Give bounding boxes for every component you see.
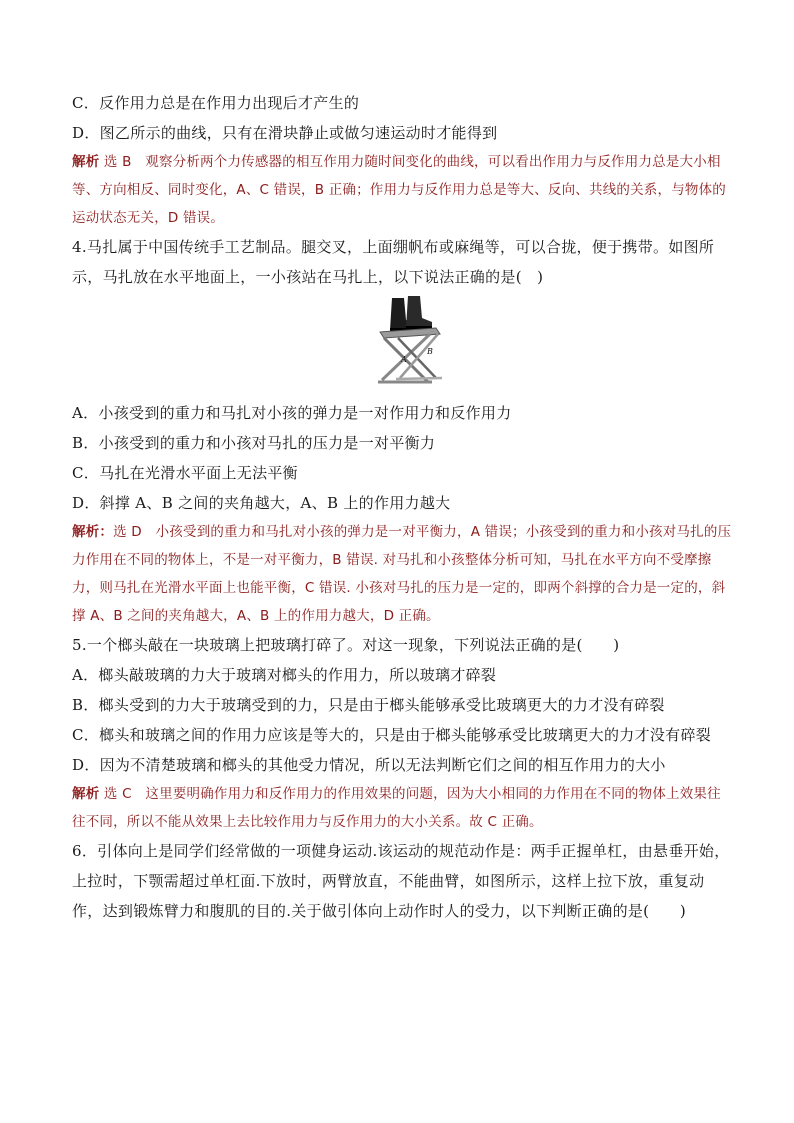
q4-figure (72, 294, 732, 394)
answer-tag: 解析 (72, 154, 100, 170)
document-page (72, 88, 732, 926)
q5-stem: 5.一个榔头敲在一块玻璃上把玻璃打碎了。对这一现象，下列说法正确的是( ) (72, 636, 620, 654)
answer-tag: 解析： (72, 524, 114, 540)
answer-text: 选 C 这里要明确作用力和反作用力的作用效果的问题，因为大小相同的力作用在不同的物体上效果往往不同，所以不能从效果上去比较作用力与反作用力的大小关系。故 C 正确。 (72, 786, 721, 830)
q4-option-b: B．小孩受到的重力和小孩对马扎的压力是一对平衡力 (72, 434, 436, 452)
q5-option-d: D．因为不清楚玻璃和榔头的其他受力情况，所以无法判断它们之间的相互作用力的大小 (72, 756, 666, 774)
q5-option-b: B．榔头受到的力大于玻璃受到的力，只是由于榔头能够承受比玻璃更大的力才没有碎裂 (72, 696, 665, 714)
answer-text: 选 B 观察分析两个力传感器的相互作用力随时间变化的曲线，可以看出作用力与反作用力总是大小相等、方向相反、同时变化，A、C 错误，B 正确；作用力与反作用力总是等大、反向、共线的关系，与物体的运动状态无关，D 错误。 (72, 154, 727, 226)
q4-option-d: D．斜撑 A、B 之间的夹角越大，A、B 上的作用力越大 (72, 494, 451, 512)
answer-text: 选 D 小孩受到的重力和马扎对小孩的弹力是一对平衡力，A 错误；小孩受到的重力和小孩对马扎的压力作用在不同的物体上，不是一对平衡力，B 错误. 对马扎和小孩整体分析可知，马扎在水平方向不受摩擦力，则马扎在光滑水平面上也能平衡，C 错误. 小孩对马扎的压力是一定的，即两个斜撑的合力是一定的，斜撑 A、B 之间的夹角越大，A、B 上的作用力越大，D 正确。 (72, 524, 732, 624)
q3-answer (72, 148, 732, 232)
q3-option-c: C．反作用力总是在作用力出现后才产生的 (72, 94, 360, 112)
q4-answer (72, 518, 732, 630)
label-b: B (427, 347, 433, 356)
q4-option-a: A．小孩受到的重力和马扎对小孩的弹力是一对作用力和反作用力 (72, 404, 512, 422)
q4-stem: 4.马扎属于中国传统手工艺制品。腿交叉，上面绷帆布或麻绳等，可以合拢，便于携带。如图所示，马扎放在水平地面上，一小孩站在马扎上，以下说法正确的是( ) (72, 238, 715, 286)
q3-option-d: D．图乙所示的曲线，只有在滑块静止或做匀速运动时才能得到 (72, 124, 498, 142)
answer-tag: 解析 (72, 786, 100, 802)
folding-stool-illustration (370, 294, 450, 390)
label-a: A (401, 355, 407, 364)
q6-stem: 6．引体向上是同学们经常做的一项健身运动.该运动的规范动作是：两手正握单杠，由悬垂开始，上拉时，下颚需超过单杠面.下放时，两臂放直，不能曲臂，如图所示，这样上拉下放，重复动作，达到锻炼臂力和腹肌的目的.关于做引体向上动作时人的受力，以下判断正确的是( ) (72, 842, 730, 920)
q5-option-c: C．榔头和玻璃之间的作用力应该是等大的，只是由于榔头能够承受比玻璃更大的力才没有碎裂 (72, 726, 712, 744)
q5-option-a: A．榔头敲玻璃的力大于玻璃对榔头的作用力，所以玻璃才碎裂 (72, 666, 497, 684)
q4-option-c: C．马扎在光滑水平面上无法平衡 (72, 464, 298, 482)
q5-answer (72, 780, 732, 836)
